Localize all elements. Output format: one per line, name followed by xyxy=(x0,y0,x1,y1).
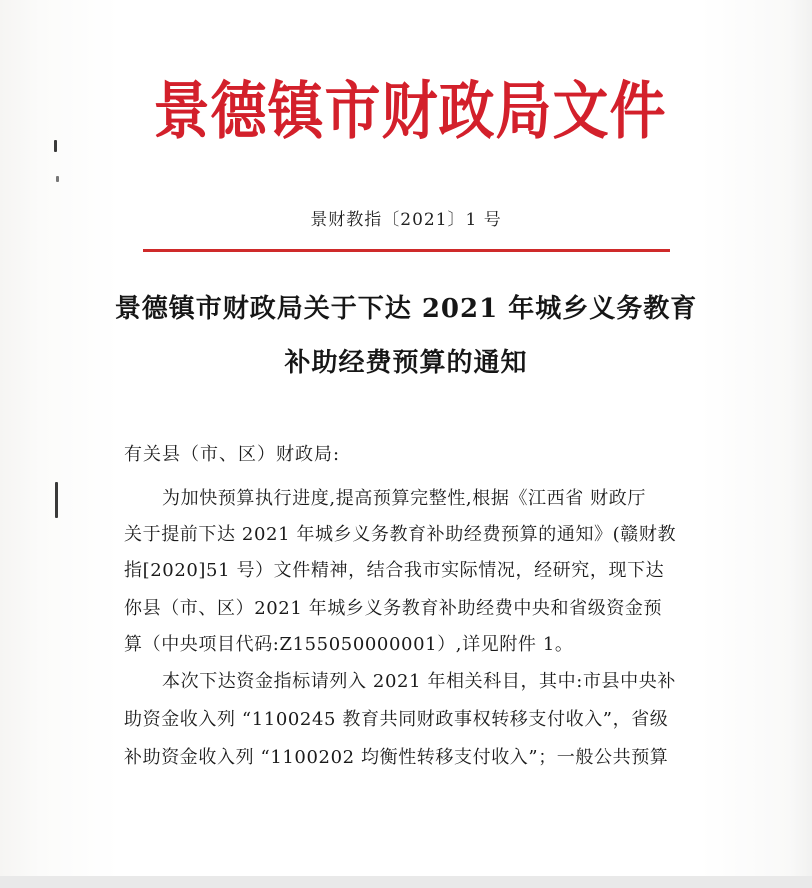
document-number: 景财教指〔2021〕1 号 xyxy=(310,210,502,230)
salutation: 有关县（市、区）财政局: xyxy=(124,444,341,465)
body-text-line: 关于提前下达 2021 年城乡义务教育补助经费预算的通知》(赣财教 xyxy=(124,524,677,545)
body-text-line: 算（中央项目代码:Z155050000001）,详见附件 1。 xyxy=(124,634,574,655)
body-text-line: 补助资金收入列 “1100202 均衡性转移支付收入”；一般公共预算 xyxy=(124,747,669,768)
document-header-title: 景德镇市财政局文件 xyxy=(153,74,667,149)
binding-mark xyxy=(54,140,57,152)
body-text-line: 助资金收入列 “1100245 教育共同财政事权转移支付收入”，省级 xyxy=(124,709,669,730)
body-text-line: 指[2020]51 号）文件精神，结合我市实际情况，经研究，现下达 xyxy=(124,560,665,581)
notice-title-line-2: 补助经费预算的通知 xyxy=(284,348,528,378)
binding-mark xyxy=(56,176,59,182)
body-text-line: 本次下达资金指标请列入 2021 年相关科目，其中:市县中央补 xyxy=(162,671,676,692)
body-text-line: 为加快预算执行进度,提高预算完整性,根据《江西省 财政厅 xyxy=(162,488,646,509)
bottom-strip xyxy=(0,876,812,888)
binding-mark xyxy=(55,482,58,518)
notice-title-line-1: 景德镇市财政局关于下达 2021 年城乡义务教育 xyxy=(114,294,698,324)
red-divider-rule xyxy=(143,249,670,252)
body-text-line: 你县（市、区）2021 年城乡义务教育补助经费中央和省级资金预 xyxy=(124,598,663,619)
